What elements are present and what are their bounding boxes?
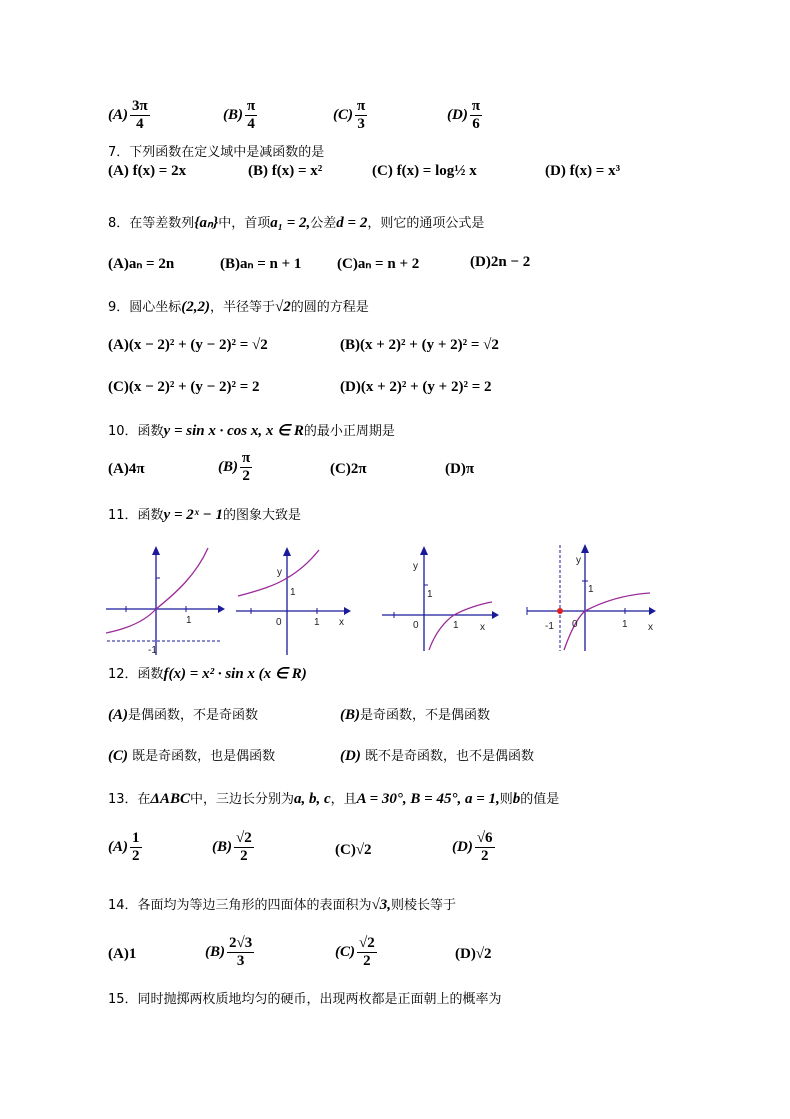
q8-question: 8．在等差数列{aₙ}中，首项a₁ = 2,公差d = 2，则它的通项公式是 [108, 215, 485, 231]
q15-question: 15．同时抛掷两枚质地均匀的硬币，出现两枚都是正面朝上的概率为 [108, 992, 502, 1007]
label-x: x [339, 617, 344, 628]
q7-option-b: (B) f(x) = x² [248, 163, 323, 179]
q7-question: 7．下列函数在定义域中是减函数的是 [108, 145, 325, 160]
q13-option-b: (B) $\frac{√2}{2}$ [212, 830, 252, 864]
q6-option-a: (A) $\frac{3\pi}{4}$ [108, 98, 148, 132]
label-y: y [277, 567, 282, 578]
q10-option-c: (C)2π [330, 461, 367, 477]
q8-option-a: (A)aₙ = 2n [108, 256, 175, 272]
label-x: x [648, 622, 653, 633]
q12-option-d: (D) 既不是奇函数，也不是偶函数 [340, 748, 534, 764]
graph-option-d [525, 543, 660, 653]
q12-option-a: (A)是偶函数，不是奇函数 [108, 707, 259, 723]
q10-option-a: (A)4π [108, 461, 145, 477]
label-one: 1 [186, 615, 192, 626]
q9-question: 9．圆心坐标(2,2)，半径等于√2的圆的方程是 [108, 299, 369, 315]
q12-option-c: (C) 既是奇函数，也是偶函数 [108, 748, 276, 764]
q10-option-b: (B) $\frac{\pi}{2}$ [218, 450, 251, 484]
label-one-x: 1 [314, 617, 320, 628]
label-one: 1 [588, 584, 594, 595]
label-x: x [480, 622, 485, 633]
q14-question: 14．各面均为等边三角形的四面体的表面积为√3,则棱长等于 [108, 897, 457, 913]
label-zero: 0 [572, 619, 578, 630]
q10-question: 10．函数y = sin x · cos x, x ∈ R的最小正周期是 [108, 423, 395, 439]
q13-question: 13．在ΔABC中，三边长分别为a, b, c，且A = 30°, B = 45°, a = 1,则b的值是 [108, 791, 560, 807]
label-one: 1 [427, 589, 433, 600]
q7-option-d: (D) f(x) = x³ [545, 163, 621, 179]
q6-option-d: (D) $\frac{\pi}{6}$ [447, 98, 481, 132]
q12-question: 12．函数f(x) = x² · sin x (x ∈ R) [108, 666, 307, 682]
graph-option-a [106, 545, 226, 655]
q12-option-b: (B)是奇函数，不是偶函数 [340, 707, 491, 723]
q14-option-c: (C) $\frac{√2}{2}$ [335, 935, 375, 969]
q11-question: 11．函数y = 2ˣ − 1的图象大致是 [108, 507, 301, 523]
label-one-x: 1 [453, 620, 459, 631]
label-zero: 0 [276, 617, 282, 628]
label-y: y [576, 555, 581, 566]
q13-option-a: (A) $\frac{1}{2}$ [108, 830, 140, 864]
q9-option-c: (C)(x − 2)² + (y − 2)² = 2 [108, 379, 260, 395]
q13-option-c: (C)√2 [335, 842, 372, 858]
q8-option-c: (C)aₙ = n + 2 [337, 256, 420, 272]
label-zero: 0 [413, 620, 419, 631]
label-neg-one: -1 [545, 621, 554, 632]
q8-option-b: (B)aₙ = n + 1 [220, 256, 302, 272]
label-y: y [413, 561, 418, 572]
q6-option-c: (C) $\frac{\pi}{3}$ [333, 98, 366, 132]
q14-option-a: (A)1 [108, 946, 137, 962]
q7-option-c: (C) f(x) = log½ x [372, 163, 477, 179]
q8-option-d: (D)2n − 2 [470, 254, 531, 270]
q9-option-a: (A)(x − 2)² + (y − 2)² = √2 [108, 337, 268, 353]
q9-option-b: (B)(x + 2)² + (y + 2)² = √2 [340, 337, 499, 353]
graph-option-b [236, 545, 356, 655]
label-neg-one: -1 [148, 645, 157, 655]
q6-option-b: (B) $\frac{\pi}{4}$ [223, 98, 256, 132]
graph-option-c [380, 543, 500, 653]
label-one: 1 [290, 587, 296, 598]
q10-option-d: (D)π [445, 461, 475, 477]
q14-option-b: (B) $\frac{2√3}{3}$ [205, 935, 253, 969]
q13-option-d: (D) $\frac{√6}{2}$ [452, 830, 493, 864]
q7-option-a: (A) f(x) = 2x [108, 163, 187, 179]
q14-option-d: (D)√2 [455, 946, 492, 962]
q9-option-d: (D)(x + 2)² + (y + 2)² = 2 [340, 379, 492, 395]
label-one-x: 1 [622, 619, 628, 630]
